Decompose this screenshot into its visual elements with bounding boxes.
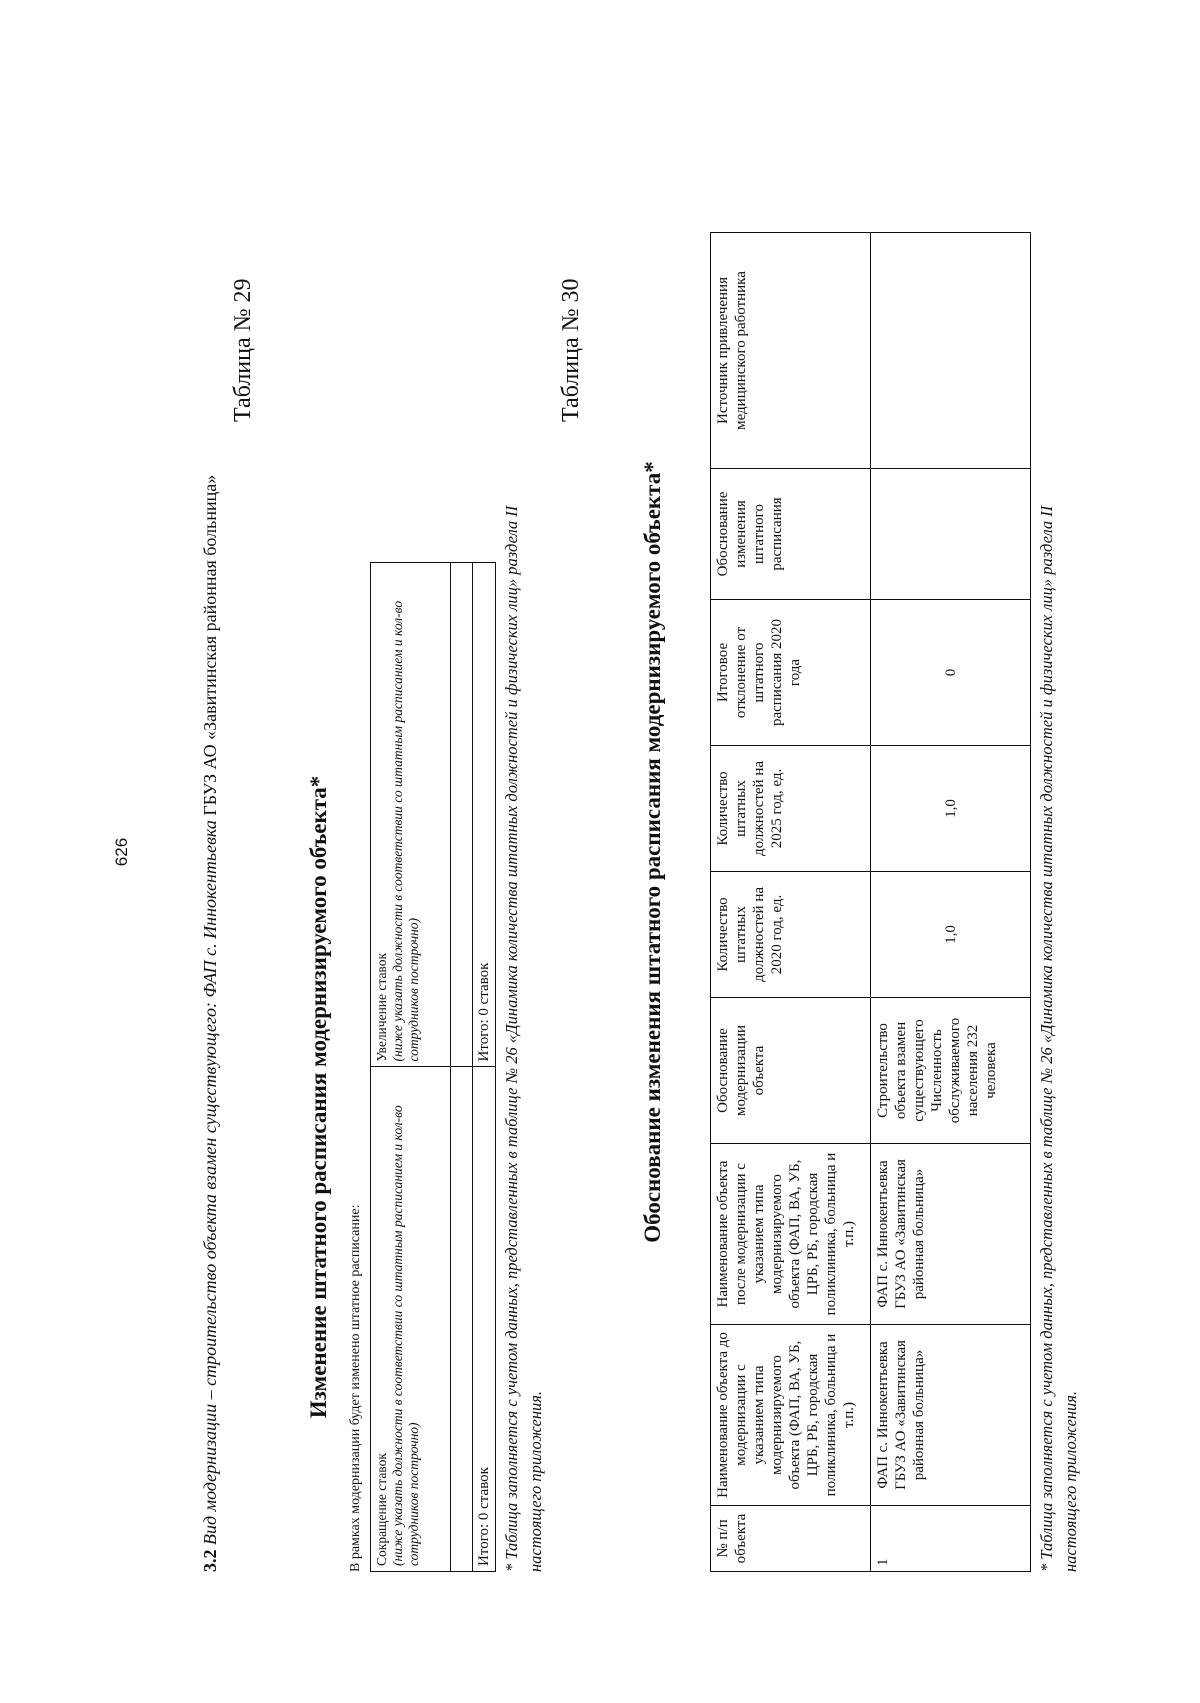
staff-source <box>871 232 1031 468</box>
reduce-title: Сокращение ставок <box>374 1452 389 1566</box>
header-cell: Обоснование изменения штатного расписания <box>711 468 871 599</box>
modernization-reason: Строительство объекта взамен существующего Численность обслуживаемого населения 232 человека <box>871 997 1031 1143</box>
deviation: 0 <box>871 599 1031 745</box>
table29-title: Изменение штатного расписания модернизируемого объекта* <box>306 775 331 1418</box>
table29-footnote <box>500 422 548 1572</box>
rotated-page <box>70 72 1130 1632</box>
header-cell: № п/п объекта <box>711 1505 871 1571</box>
header-cell: Обоснование модернизации объекта <box>711 997 871 1143</box>
table-row <box>871 232 1031 1571</box>
object-before: ФАП с. Иннокентьевка ГБУЗ АО «Завитинская районная больница» <box>871 1324 1031 1505</box>
footnote-line: настоящего приложения. <box>1061 1390 1080 1572</box>
header-cell: Итоговое отклонение от штатного расписания 2020 года <box>711 599 871 745</box>
staff-count-2025: 1,0 <box>871 745 1031 871</box>
table30-footnote <box>1035 422 1083 1572</box>
header-cell: Количество штатных должностей на 2025 год, ед. <box>711 745 871 871</box>
table29-number: Таблица № 29 <box>230 277 256 422</box>
organization-name: ГБУЗ АО «Завитинская районная больница» <box>200 474 220 820</box>
staffing-justification-table <box>710 232 1031 1572</box>
increase-cell <box>371 562 451 1067</box>
header-cell: Количество штатных должностей на 2020 год, ед. <box>711 871 871 997</box>
footnote-line: настоящего приложения. <box>526 1390 545 1572</box>
increase-hint: (ниже указать должности в соответствии со штатным расписанием и кол-во сотрудников построчно) <box>390 600 421 1061</box>
object-after: ФАП с. Иннокентьевка ГБУЗ АО «Завитинская районная больница» <box>871 1143 1031 1324</box>
modernization-type: Вид модернизации – строительство объекта взамен существующего: ФАП с. Иннокентьевка <box>200 819 220 1545</box>
empty-cell <box>451 1067 473 1572</box>
modernization-type-line <box>200 474 221 1571</box>
section-number: 3.2 <box>200 1549 220 1572</box>
header-cell: Наименование объекта после модернизации с указанием типа модернизируемого объекта (ФАП, ВА, УБ, ЦРБ, РБ, городская поликлиника, больница и т.п.) <box>711 1143 871 1324</box>
increase-total: Итого: 0 ставок <box>473 562 496 1067</box>
reduce-total: Итого: 0 ставок <box>473 1067 496 1572</box>
staffing-change-table <box>370 562 496 1572</box>
row-number: 1 <box>871 1505 1031 1571</box>
change-reason <box>871 468 1031 599</box>
footnote-line: * Таблица заполняется с учетом данных, представленных в таблице № 26 «Динамика количества штатных должностей и физических лиц» раздела II <box>1037 505 1056 1572</box>
table29-intro: В рамках модернизации будет изменено штатное расписание: <box>348 1204 363 1572</box>
increase-title: Увеличение ставок <box>374 952 389 1061</box>
reduce-hint: (ниже указать должности в соответствии со штатным расписанием и кол-во сотрудников построчно) <box>390 1104 421 1566</box>
reduce-cell <box>371 1067 451 1572</box>
staff-count-2020: 1,0 <box>871 871 1031 997</box>
empty-cell <box>451 562 473 1067</box>
footnote-line: * Таблица заполняется с учетом данных, представленных в таблице № 26 «Динамика количества штатных должностей и физических лиц» раздела II <box>502 505 521 1572</box>
header-cell: Источник привлечения медицинского работника <box>711 232 871 468</box>
page-number: 626 <box>112 837 131 866</box>
header-cell: Наименование объекта до модернизации с указанием типа модернизируемого объекта (ФАП, ВА, УБ, ЦРБ, РБ, городская поликлиника, больница и т.п.) <box>711 1324 871 1505</box>
table30-title: Обоснование изменения штатного расписания модернизируемого объекта* <box>640 460 665 1243</box>
table30-number: Таблица № 30 <box>558 277 584 422</box>
